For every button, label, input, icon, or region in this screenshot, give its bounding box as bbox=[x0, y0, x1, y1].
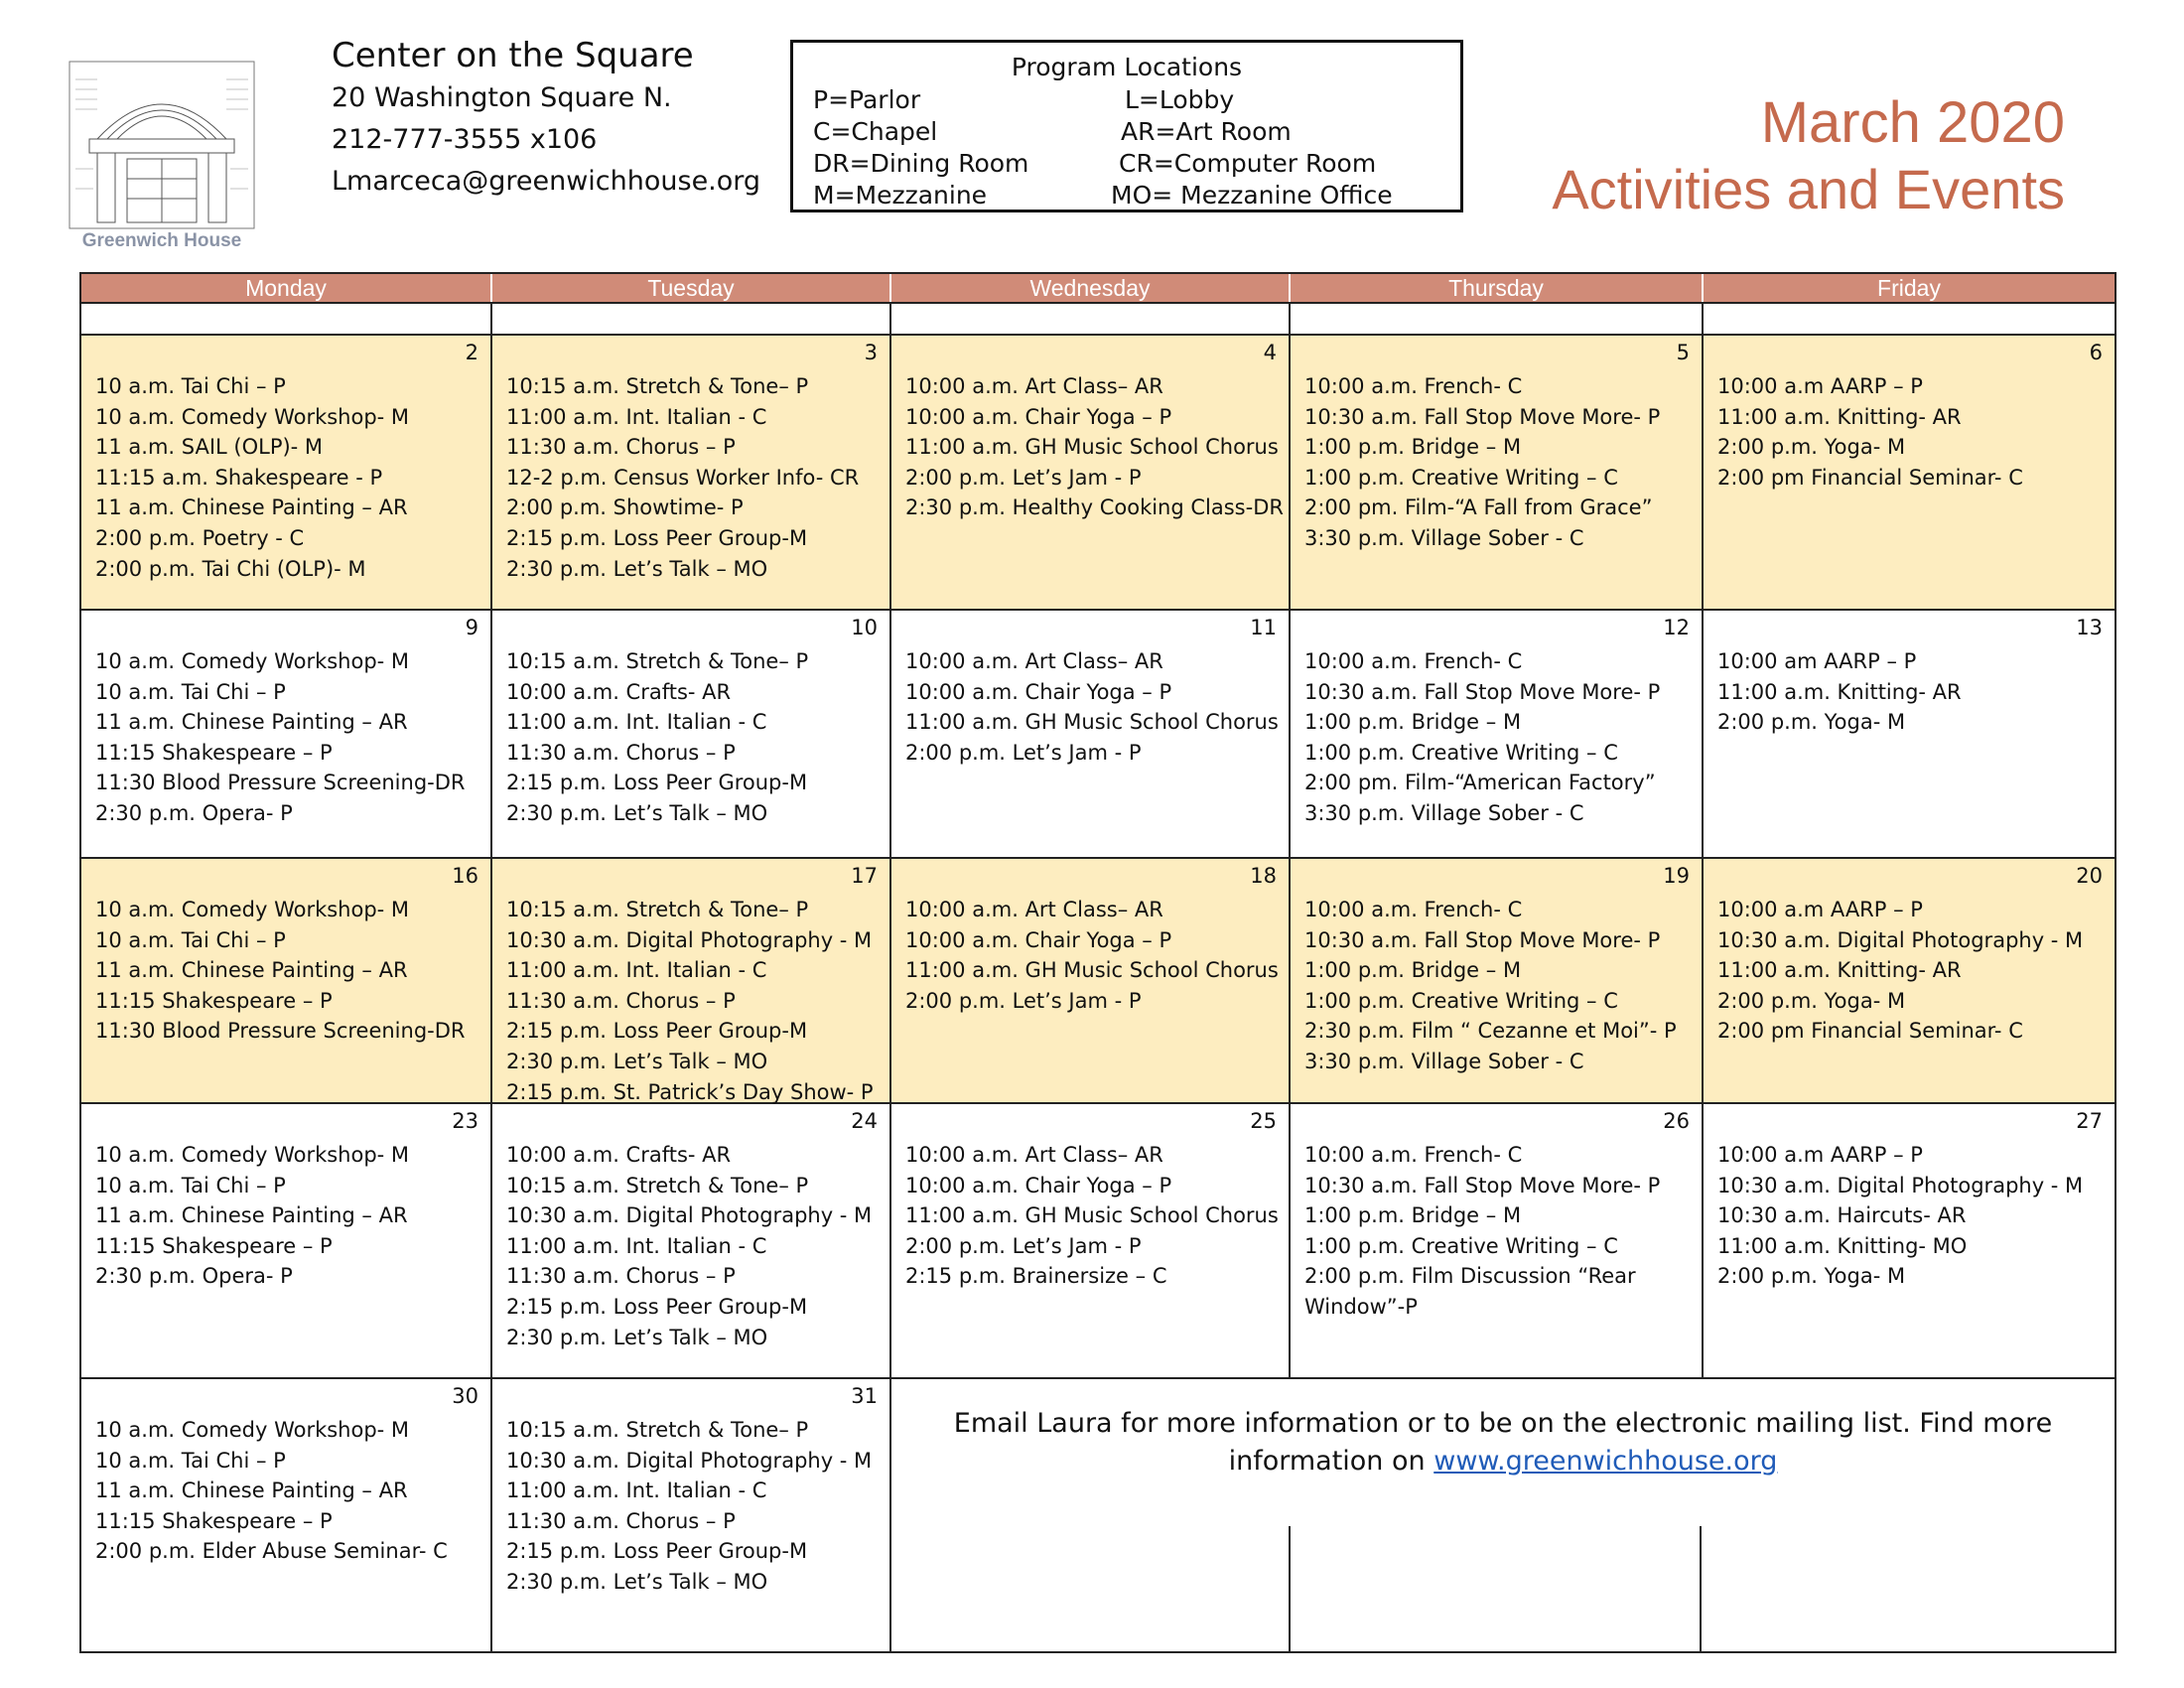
org-phone: 212-777-3555 x106 bbox=[332, 124, 598, 155]
event-item: 2:30 p.m. Opera- P bbox=[95, 800, 293, 825]
event-item: 2:30 p.m. Let’s Talk – MO bbox=[506, 556, 768, 581]
event-item: 3:30 p.m. Village Sober - C bbox=[1304, 800, 1584, 825]
day-number: 27 bbox=[2076, 1109, 2103, 1133]
event-item: 11:00 a.m. Int. Italian - C bbox=[506, 1233, 767, 1258]
event-item: 1:00 p.m. Creative Writing – C bbox=[1304, 740, 1618, 765]
day-cell bbox=[1704, 611, 2115, 857]
day-cell bbox=[891, 336, 1291, 609]
weekday-header: Tuesday bbox=[492, 274, 891, 302]
event-item: 10:00 a.m. Chair Yoga – P bbox=[905, 927, 1172, 952]
event-item: 2:15 p.m. Loss Peer Group-M bbox=[506, 525, 808, 550]
event-item: 11 a.m. Chinese Painting – AR bbox=[95, 958, 408, 983]
day-cell bbox=[81, 859, 492, 1102]
event-item: 10 a.m. Tai Chi – P bbox=[95, 1173, 286, 1197]
weekday-header: Thursday bbox=[1291, 274, 1704, 302]
event-item: 10 a.m. Comedy Workshop- M bbox=[95, 898, 410, 921]
event-item: 3:30 p.m. Village Sober - C bbox=[1304, 525, 1584, 550]
event-item: 1:00 p.m. Bridge – M bbox=[1304, 710, 1522, 735]
event-item: 2:00 p.m. Let’s Jam - P bbox=[905, 1233, 1142, 1258]
day-number: 20 bbox=[2076, 864, 2103, 888]
event-item: 10:15 a.m. Stretch & Tone– P bbox=[506, 1418, 809, 1442]
event-item: 10:30 a.m. Digital Photography - M bbox=[1717, 927, 2084, 952]
event-item: 11:30 a.m. Chorus – P bbox=[506, 1508, 736, 1533]
event-item: 11:30 a.m. Chorus – P bbox=[506, 988, 736, 1013]
column-divider bbox=[1289, 1526, 1291, 1651]
event-item: 11 a.m. SAIL (OLP)- M bbox=[95, 435, 324, 460]
event-item: 2:00 p.m. Poetry - C bbox=[95, 525, 305, 550]
day-number: 6 bbox=[2089, 341, 2103, 364]
event-item: 11:15 Shakespeare – P bbox=[95, 1233, 333, 1258]
event-item: 11:00 a.m. Knitting- AR bbox=[1717, 958, 1962, 983]
event-item: 10:00 a.m. Crafts- AR bbox=[506, 1143, 732, 1167]
event-item: 1:00 p.m. Creative Writing – C bbox=[1304, 465, 1618, 490]
event-item: 10:15 a.m. Stretch & Tone– P bbox=[506, 374, 809, 398]
day-number: 9 bbox=[465, 616, 478, 639]
event-item: 2:15 p.m. St. Patrick’s Day Show- P bbox=[506, 1079, 874, 1104]
legend-item: AR=Art Room bbox=[1121, 117, 1292, 146]
event-item: 3:30 p.m. Village Sober - C bbox=[1304, 1049, 1584, 1073]
day-number: 17 bbox=[851, 864, 878, 888]
org-address: 20 Washington Square N. bbox=[332, 82, 672, 113]
event-item: 2:00 p.m. Showtime- P bbox=[506, 495, 744, 520]
week-row bbox=[79, 1379, 2116, 1653]
event-item: 2:00 p.m. Yoga- M bbox=[1717, 988, 1906, 1013]
event-item: 1:00 p.m. Creative Writing – C bbox=[1304, 1233, 1618, 1258]
event-item: 12-2 p.m. Census Worker Info- CR bbox=[506, 465, 860, 490]
organization-info bbox=[332, 34, 760, 203]
day-cell bbox=[81, 336, 492, 609]
event-item: 2:00 p.m. Yoga- M bbox=[1717, 710, 1906, 735]
legend-title: Program Locations bbox=[1011, 53, 1243, 81]
event-item: 11:00 a.m. Knitting- AR bbox=[1717, 404, 1962, 429]
day-cell bbox=[81, 1104, 492, 1377]
event-item: 10:30 a.m. Digital Photography - M bbox=[506, 927, 873, 952]
week-row bbox=[79, 611, 2116, 859]
weekday-header: Friday bbox=[1877, 275, 1941, 301]
day-cell bbox=[492, 859, 891, 1102]
legend-item: CR=Computer Room bbox=[1119, 149, 1377, 178]
week-row bbox=[79, 859, 2116, 1104]
event-item: 10:30 a.m. Digital Photography - M bbox=[506, 1448, 873, 1473]
title-month: March 2020 bbox=[1760, 90, 2065, 155]
event-item: 11:15 Shakespeare – P bbox=[95, 740, 333, 765]
program-locations-legend bbox=[790, 40, 1463, 212]
event-item: 2:30 p.m. Let’s Talk – MO bbox=[506, 1569, 768, 1594]
event-item: 1:00 p.m. Bridge – M bbox=[1304, 958, 1522, 983]
event-item: 10:00 a.m. Chair Yoga – P bbox=[905, 679, 1172, 704]
event-item: 11 a.m. Chinese Painting – AR bbox=[95, 1478, 408, 1503]
event-item: 10:15 a.m. Stretch & Tone– P bbox=[506, 1173, 809, 1197]
event-item: 10:15 a.m. Stretch & Tone– P bbox=[506, 649, 809, 673]
legend-item: P=Parlor bbox=[813, 85, 921, 114]
day-number: 4 bbox=[1263, 341, 1277, 364]
day-number: 19 bbox=[1663, 864, 1690, 888]
day-number: 23 bbox=[452, 1109, 478, 1133]
event-item: 11:30 a.m. Chorus – P bbox=[506, 740, 736, 765]
event-item: 10 a.m. Tai Chi – P bbox=[95, 1448, 286, 1473]
day-cell bbox=[1291, 611, 1704, 857]
event-item: 2:00 pm Financial Seminar- C bbox=[1717, 465, 2023, 490]
event-item: 10:00 a.m AARP – P bbox=[1717, 898, 1923, 921]
event-item: 2:15 p.m. Loss Peer Group-M bbox=[506, 1294, 808, 1319]
building-sketch-icon bbox=[68, 60, 256, 230]
day-number: 13 bbox=[2076, 616, 2103, 639]
event-item: 10:00 am AARP – P bbox=[1717, 649, 1917, 673]
day-cell bbox=[492, 1104, 891, 1377]
day-number: 3 bbox=[864, 341, 878, 364]
event-item: 2:15 p.m. Loss Peer Group-M bbox=[506, 771, 808, 795]
event-item: 10:00 a.m. French- C bbox=[1304, 898, 1523, 921]
event-item: 10:00 a.m. French- C bbox=[1304, 374, 1523, 398]
event-item: 10:00 a.m. Art Class– AR bbox=[905, 649, 1163, 673]
event-item: 10 a.m. Comedy Workshop- M bbox=[95, 404, 410, 429]
event-item: 2:15 p.m. Loss Peer Group-M bbox=[506, 1019, 808, 1044]
event-item: 2:30 p.m. Opera- P bbox=[95, 1264, 293, 1289]
legend-item: C=Chapel bbox=[813, 117, 938, 146]
event-item: 2:30 p.m. Let’s Talk – MO bbox=[506, 1049, 768, 1073]
week-row bbox=[79, 336, 2116, 611]
legend-item: DR=Dining Room bbox=[813, 149, 1029, 178]
calendar-grid bbox=[79, 272, 2116, 1653]
day-number: 31 bbox=[851, 1384, 878, 1408]
event-item: 10:00 a.m. Art Class– AR bbox=[905, 898, 1163, 921]
event-item: 2:00 p.m. Yoga- M bbox=[1717, 1264, 1906, 1289]
event-item: 11:00 a.m. Int. Italian - C bbox=[506, 1478, 767, 1503]
legend-item: MO= Mezzanine Office bbox=[1111, 181, 1393, 210]
event-item: 2:15 p.m. Loss Peer Group-M bbox=[506, 1539, 808, 1564]
event-item: 10:30 a.m. Digital Photography - M bbox=[506, 1203, 873, 1228]
event-item: 10:30 a.m. Haircuts- AR bbox=[1717, 1203, 1967, 1228]
blank-cell bbox=[891, 304, 1291, 334]
event-item: 2:00 p.m. Film Discussion “Rear bbox=[1304, 1264, 1636, 1289]
event-item: 10:00 a.m. Chair Yoga – P bbox=[905, 404, 1172, 429]
logo-caption: Greenwich House bbox=[81, 230, 242, 251]
day-cell bbox=[1291, 336, 1704, 609]
event-item: 11:00 a.m. Knitting- MO bbox=[1717, 1233, 1968, 1258]
event-item: 10:00 a.m. French- C bbox=[1304, 1143, 1523, 1167]
event-item: 10:00 a.m. Art Class– AR bbox=[905, 1143, 1163, 1167]
event-item: 10 a.m. Comedy Workshop- M bbox=[95, 649, 410, 673]
event-item: 2:30 p.m. Film “ Cezanne et Moi”- P bbox=[1304, 1019, 1677, 1044]
title-subtitle: Activities and Events bbox=[1552, 158, 2065, 220]
day-number: 10 bbox=[851, 616, 878, 639]
event-item: 10:30 a.m. Fall Stop Move More- P bbox=[1304, 404, 1661, 429]
blank-cell bbox=[1291, 304, 1704, 334]
page-title bbox=[1552, 91, 2065, 224]
day-number: 16 bbox=[452, 864, 478, 888]
event-item: 2:30 p.m. Healthy Cooking Class-DR bbox=[905, 495, 1284, 520]
event-item: 11:15 a.m. Shakespeare - P bbox=[95, 465, 383, 490]
event-item: 10:30 a.m. Fall Stop Move More- P bbox=[1304, 1173, 1661, 1197]
org-email: Lmarceca@greenwichhouse.org bbox=[332, 166, 761, 197]
day-cell bbox=[492, 1379, 891, 1651]
day-cell bbox=[1704, 1104, 2115, 1377]
event-item: 11:00 a.m. Int. Italian - C bbox=[506, 404, 767, 429]
event-item: 10 a.m. Tai Chi – P bbox=[95, 927, 286, 952]
legend-item: L=Lobby bbox=[1125, 85, 1235, 114]
day-number: 2 bbox=[465, 341, 478, 364]
event-item: 10 a.m. Comedy Workshop- M bbox=[95, 1143, 410, 1167]
event-item: Window”-P bbox=[1304, 1294, 1418, 1319]
event-item: 10:15 a.m. Stretch & Tone– P bbox=[506, 898, 809, 921]
event-item: 11:00 a.m. GH Music School Chorus bbox=[905, 435, 1279, 460]
blank-cell bbox=[81, 304, 492, 334]
event-item: 2:00 pm. Film-“A Fall from Grace” bbox=[1304, 495, 1653, 520]
day-number: 26 bbox=[1663, 1109, 1690, 1133]
day-cell bbox=[492, 336, 891, 609]
footer-note bbox=[891, 1405, 2115, 1480]
event-item: 10:30 a.m. Fall Stop Move More- P bbox=[1304, 679, 1661, 704]
event-item: 10:00 a.m AARP – P bbox=[1717, 374, 1923, 398]
event-item: 10:00 a.m. Chair Yoga – P bbox=[905, 1173, 1172, 1197]
day-number: 24 bbox=[851, 1109, 878, 1133]
event-item: 11:00 a.m. GH Music School Chorus bbox=[905, 710, 1279, 735]
event-item: 1:00 p.m. Creative Writing – C bbox=[1304, 988, 1618, 1013]
event-item: 2:30 p.m. Let’s Talk – MO bbox=[506, 1325, 768, 1349]
week-row bbox=[79, 1104, 2116, 1379]
legend-item: M=Mezzanine bbox=[813, 181, 988, 210]
greenwich-house-logo bbox=[68, 60, 256, 254]
event-item: 1:00 p.m. Bridge – M bbox=[1304, 1203, 1522, 1228]
day-cell bbox=[1704, 336, 2115, 609]
event-item: 10:00 a.m. Crafts- AR bbox=[506, 679, 732, 704]
event-item: 11:30 a.m. Chorus – P bbox=[506, 1264, 736, 1289]
event-item: 1:00 p.m. Bridge – M bbox=[1304, 435, 1522, 460]
event-item: 10:00 a.m. Art Class– AR bbox=[905, 374, 1163, 398]
event-item: 10:30 a.m. Digital Photography - M bbox=[1717, 1173, 2084, 1197]
event-item: 2:30 p.m. Let’s Talk – MO bbox=[506, 800, 768, 825]
day-cell bbox=[81, 611, 492, 857]
event-item: 2:00 p.m. Yoga- M bbox=[1717, 435, 1906, 460]
event-item: 10:00 a.m. French- C bbox=[1304, 649, 1523, 673]
day-number: 30 bbox=[452, 1384, 478, 1408]
event-item: 11:30 a.m. Chorus – P bbox=[506, 435, 736, 460]
day-cell bbox=[1291, 859, 1704, 1102]
footer-cell bbox=[891, 1379, 2115, 1651]
day-number: 11 bbox=[1250, 616, 1277, 639]
event-item: 2:00 pm Financial Seminar- C bbox=[1717, 1019, 2023, 1044]
event-item: 11:30 Blood Pressure Screening-DR bbox=[95, 771, 466, 795]
footer-text: Email Laura for more information or to be on the electronic mailing list. Find more information on bbox=[953, 1408, 2053, 1477]
event-item: 2:00 p.m. Let’s Jam - P bbox=[905, 988, 1142, 1013]
day-cell bbox=[891, 611, 1291, 857]
day-number: 12 bbox=[1663, 616, 1690, 639]
event-item: 11:00 a.m. Int. Italian - C bbox=[506, 958, 767, 983]
event-item: 2:00 p.m. Elder Abuse Seminar- C bbox=[95, 1539, 448, 1564]
event-item: 2:00 p.m. Let’s Jam - P bbox=[905, 740, 1142, 765]
weekday-header: Monday bbox=[81, 274, 492, 302]
event-item: 11 a.m. Chinese Painting – AR bbox=[95, 495, 408, 520]
event-item: 11 a.m. Chinese Painting – AR bbox=[95, 710, 408, 735]
day-number: 18 bbox=[1250, 864, 1277, 888]
event-item: 10:00 a.m AARP – P bbox=[1717, 1143, 1923, 1167]
event-item: 11:00 a.m. Knitting- AR bbox=[1717, 679, 1962, 704]
day-cell bbox=[1291, 1104, 1704, 1377]
event-item: 2:00 pm. Film-“American Factory” bbox=[1304, 771, 1656, 795]
event-item: 10 a.m. Tai Chi – P bbox=[95, 679, 286, 704]
blank-cell bbox=[1704, 304, 2115, 334]
day-number: 25 bbox=[1250, 1109, 1277, 1133]
weekday-header-row bbox=[79, 272, 2116, 302]
column-divider bbox=[1700, 1526, 1702, 1651]
event-item: 11:30 Blood Pressure Screening-DR bbox=[95, 1019, 466, 1044]
event-item: 11:15 Shakespeare – P bbox=[95, 1508, 333, 1533]
day-cell bbox=[891, 859, 1291, 1102]
weekday-header: Wednesday bbox=[891, 274, 1291, 302]
event-item: 10:30 a.m. Fall Stop Move More- P bbox=[1304, 927, 1661, 952]
blank-row bbox=[79, 302, 2116, 336]
event-item: 11:00 a.m. Int. Italian - C bbox=[506, 710, 767, 735]
event-item: 10 a.m. Comedy Workshop- M bbox=[95, 1418, 410, 1442]
org-name: Center on the Square bbox=[332, 36, 694, 75]
event-item: 10 a.m. Tai Chi – P bbox=[95, 374, 286, 398]
event-item: 2:00 p.m. Tai Chi (OLP)- M bbox=[95, 556, 366, 581]
website-link[interactable]: www.greenwichhouse.org bbox=[1433, 1446, 1778, 1477]
day-cell bbox=[1704, 859, 2115, 1102]
event-item: 2:00 p.m. Let’s Jam - P bbox=[905, 465, 1142, 490]
event-item: 11:00 a.m. GH Music School Chorus bbox=[905, 1203, 1279, 1228]
event-item: 11:15 Shakespeare – P bbox=[95, 988, 333, 1013]
day-cell bbox=[492, 611, 891, 857]
event-item: 11 a.m. Chinese Painting – AR bbox=[95, 1203, 408, 1228]
day-number: 5 bbox=[1676, 341, 1690, 364]
event-item: 11:00 a.m. GH Music School Chorus bbox=[905, 958, 1279, 983]
day-cell bbox=[81, 1379, 492, 1651]
day-cell bbox=[891, 1104, 1291, 1377]
event-item: 2:15 p.m. Brainersize – C bbox=[905, 1264, 1167, 1289]
blank-cell bbox=[492, 304, 891, 334]
